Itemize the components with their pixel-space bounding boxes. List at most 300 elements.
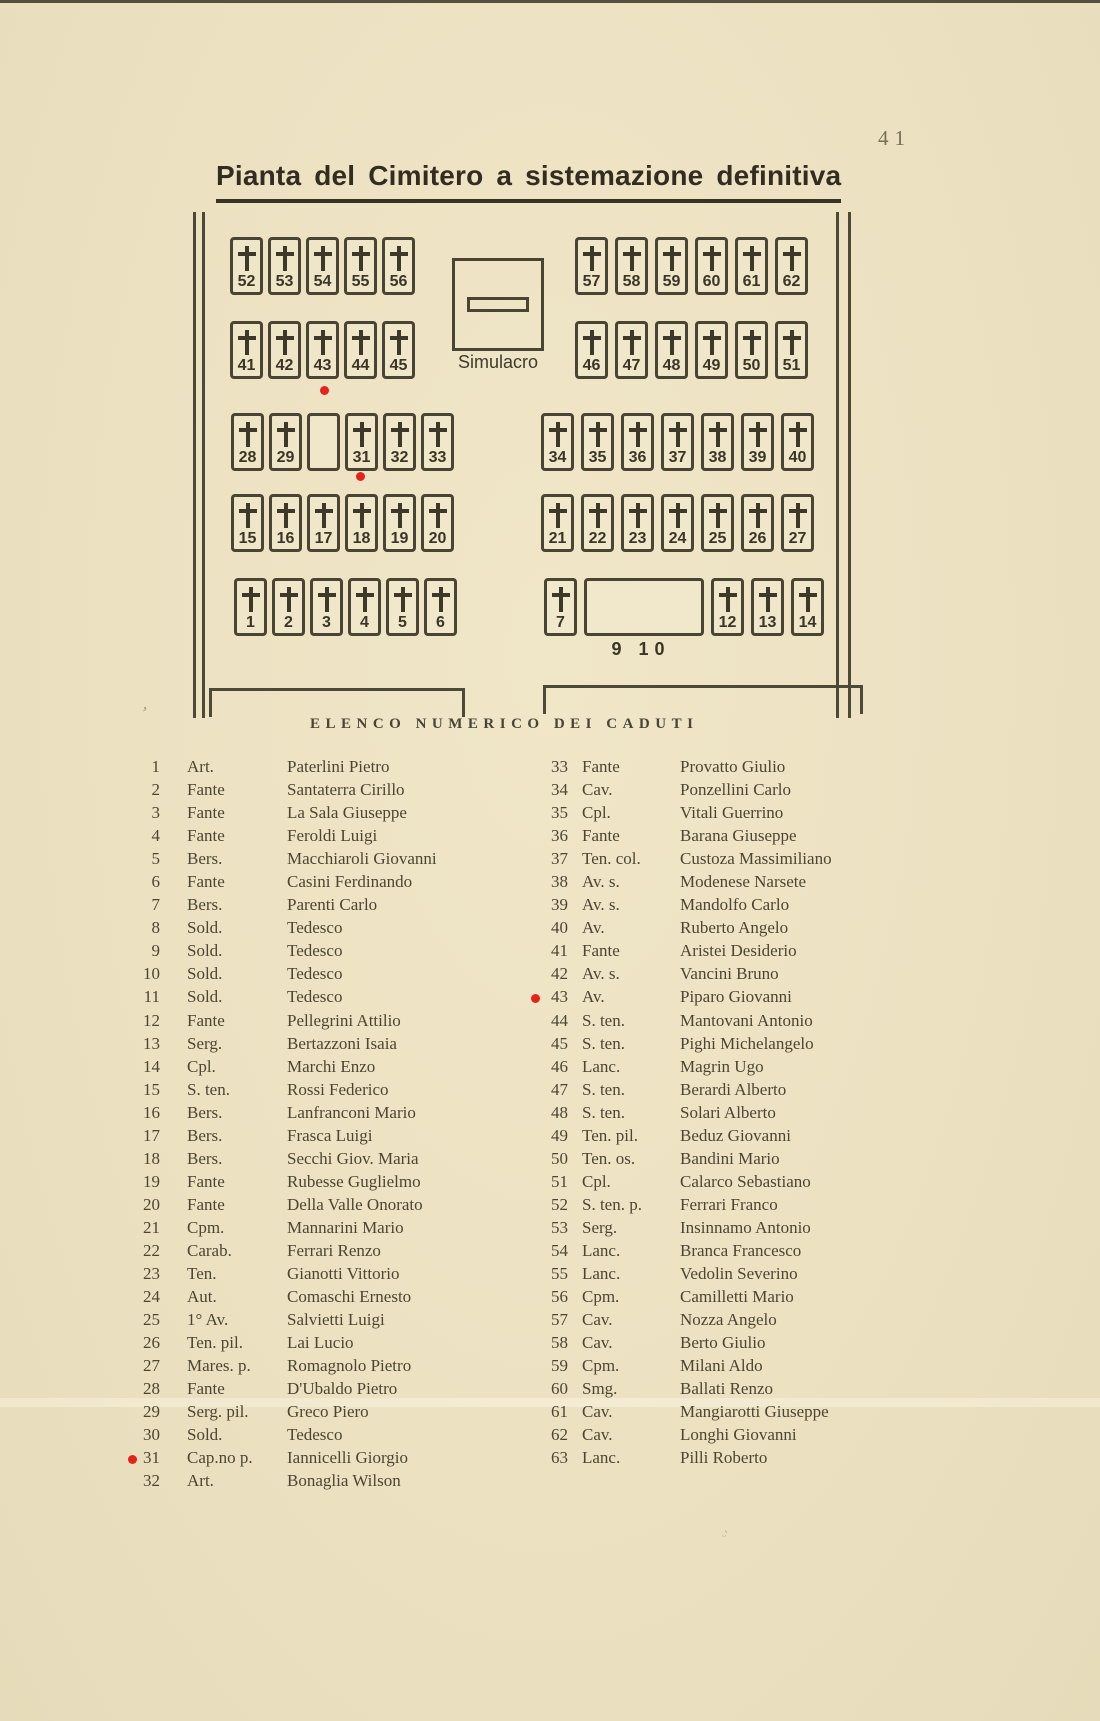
list-row — [118, 895, 548, 918]
cross-icon — [704, 503, 731, 529]
entry-rank: Cpl. — [187, 1056, 216, 1076]
entry-number: 28 — [143, 1379, 160, 1399]
list-row — [118, 1356, 548, 1379]
plot-number: 38 — [708, 449, 727, 466]
entry-number: 11 — [143, 987, 160, 1007]
cross-icon — [618, 330, 645, 356]
grave-plot — [306, 237, 339, 295]
list-row — [118, 780, 548, 803]
cross-icon — [658, 246, 685, 272]
list-row — [518, 1402, 978, 1425]
list-row — [118, 757, 548, 780]
entry-rank: Fante — [187, 1010, 225, 1030]
diagram-border-right-inner — [836, 212, 839, 718]
entry-name: Berardi Alberto — [680, 1079, 787, 1099]
grave-plot — [791, 578, 824, 636]
entry-name: Vitali Guerrino — [680, 803, 784, 823]
entry-name: Ferrari Renzo — [287, 1240, 381, 1260]
entry-name: Aristei Desiderio — [680, 941, 797, 961]
entry-rank: Bers. — [187, 849, 223, 869]
grave-plot — [655, 237, 688, 295]
plot-number: 4 — [360, 614, 369, 631]
entry-number: 59 — [551, 1356, 568, 1376]
plot-number: 17 — [314, 530, 333, 547]
entry-name: Feroldi Luigi — [287, 826, 378, 846]
plot-number: 40 — [788, 449, 807, 466]
page-number: 41 — [878, 126, 911, 150]
entry-number: 21 — [143, 1217, 160, 1237]
entry-number: 40 — [551, 918, 568, 938]
cross-icon — [738, 330, 765, 356]
plot-number: 15 — [238, 530, 257, 547]
entry-number: 4 — [151, 826, 160, 846]
list-row — [118, 849, 548, 872]
plot-number: 45 — [389, 357, 408, 374]
list-row — [118, 1034, 548, 1057]
entry-name: Longhi Giovanni — [680, 1425, 797, 1445]
list-heading: ELENCO NUMERICO DEI CADUTI — [310, 716, 699, 732]
cross-icon — [309, 246, 336, 272]
list-row — [118, 1448, 548, 1471]
plot-number: 54 — [313, 273, 332, 290]
margin-mark: , — [142, 692, 151, 714]
plot-number: 24 — [668, 530, 687, 547]
entry-number: 6 — [151, 872, 160, 892]
list-row — [118, 1264, 548, 1287]
grave-plot — [701, 494, 734, 552]
list-row — [518, 1011, 978, 1034]
list-row — [518, 918, 978, 941]
entry-number: 2 — [151, 780, 160, 800]
entry-name: Ballati Renzo — [680, 1379, 774, 1399]
entry-number: 7 — [151, 895, 160, 915]
grave-plot — [575, 237, 608, 295]
entry-name: Romagnolo Pietro — [287, 1356, 412, 1376]
grave-plot — [383, 494, 416, 552]
plot-number: 47 — [622, 357, 641, 374]
entry-name: Rossi Federico — [287, 1079, 389, 1099]
cross-icon — [233, 246, 260, 272]
cross-icon — [348, 422, 375, 448]
plot-number: 58 — [622, 273, 641, 290]
grave-plot — [421, 494, 454, 552]
plot-number: 29 — [276, 449, 295, 466]
entry-number: 60 — [551, 1379, 568, 1399]
list-row — [118, 1103, 548, 1126]
cross-icon — [347, 246, 374, 272]
list-row — [518, 1287, 978, 1310]
plot-number: 26 — [748, 530, 767, 547]
plot-number: 59 — [662, 273, 681, 290]
entry-rank: Fante — [187, 1171, 225, 1191]
entry-number: 49 — [551, 1125, 568, 1145]
entry-number: 16 — [143, 1102, 160, 1122]
entry-name: Iannicelli Giorgio — [287, 1448, 409, 1468]
entry-number: 23 — [143, 1264, 160, 1284]
entry-rank: Fante — [582, 757, 620, 776]
cross-icon — [618, 246, 645, 272]
plot-row-34-40 — [541, 413, 814, 471]
list-row — [118, 1149, 548, 1172]
entry-number: 36 — [551, 826, 568, 846]
grave-plot — [735, 321, 768, 379]
plot-row-1-6 — [234, 578, 457, 636]
entry-rank: Fante — [187, 1194, 225, 1214]
entrance-step-right — [543, 685, 863, 714]
entry-number: 26 — [143, 1333, 160, 1353]
cross-icon — [272, 422, 299, 448]
list-row — [518, 1034, 978, 1057]
entry-rank: Cav. — [582, 1425, 613, 1445]
list-row — [518, 803, 978, 826]
entry-number: 51 — [551, 1171, 568, 1191]
cross-icon — [624, 422, 651, 448]
entry-number: 47 — [551, 1079, 568, 1099]
entry-name: Casini Ferdinando — [287, 872, 413, 892]
entry-rank: S. ten. — [582, 1079, 625, 1099]
list-row — [118, 1172, 548, 1195]
list-row — [518, 1103, 978, 1126]
list-row — [518, 1241, 978, 1264]
entry-name: Insinnamo Antonio — [680, 1217, 811, 1237]
plot-number: 6 — [436, 614, 445, 631]
entry-rank: 1° Av. — [187, 1310, 229, 1330]
entry-name: Provatto Giulio — [680, 757, 786, 776]
grave-plot — [382, 321, 415, 379]
entry-name: Piparo Giovanni — [680, 987, 792, 1007]
entry-rank: Art. — [187, 757, 214, 776]
list-row — [118, 941, 548, 964]
entry-number: 15 — [143, 1079, 160, 1099]
grave-plot — [307, 413, 340, 471]
plot-number: 44 — [351, 357, 370, 374]
entry-rank: Av. s. — [582, 872, 620, 892]
entry-number: 45 — [551, 1033, 568, 1053]
entry-name: Beduz Giovanni — [680, 1125, 791, 1145]
grave-plot — [661, 494, 694, 552]
entry-number: 61 — [551, 1402, 568, 1422]
cross-icon — [310, 503, 337, 529]
entry-rank: Ten. os. — [582, 1148, 636, 1168]
cross-icon — [313, 587, 340, 613]
entry-name: Pellegrini Attilio — [287, 1010, 401, 1030]
entry-rank: Cav. — [582, 1310, 613, 1330]
entry-rank: Cav. — [582, 780, 613, 800]
entry-number: 20 — [143, 1194, 160, 1214]
entry-number: 38 — [551, 872, 568, 892]
grave-plot — [544, 578, 577, 636]
entry-rank: Fante — [187, 803, 225, 823]
plot-number: 36 — [628, 449, 647, 466]
entry-name: Nozza Angelo — [680, 1310, 777, 1330]
entry-number: 8 — [151, 918, 160, 938]
entry-rank: S. ten. — [582, 1033, 625, 1053]
entry-name: Modenese Narsete — [680, 872, 807, 892]
entry-rank: Cav. — [582, 1402, 613, 1422]
grave-plot — [621, 413, 654, 471]
entry-name: Calarco Sebastiano — [680, 1171, 811, 1191]
diagram-border-right-outer — [848, 212, 851, 718]
list-row — [518, 895, 978, 918]
entry-rank: Serg. pil. — [187, 1402, 249, 1422]
cross-icon — [744, 503, 771, 529]
entry-name: Bertazzoni Isaia — [287, 1033, 397, 1053]
plot-number: 27 — [788, 530, 807, 547]
grave-plot — [541, 413, 574, 471]
entry-rank: Sold. — [187, 1425, 223, 1445]
entry-number: 31 — [143, 1448, 160, 1468]
entry-number: 30 — [143, 1425, 160, 1445]
cross-icon — [544, 503, 571, 529]
plot-number: 7 — [556, 614, 565, 631]
cross-icon — [386, 503, 413, 529]
entry-number: 37 — [551, 849, 568, 869]
entry-rank: Carab. — [187, 1240, 232, 1260]
cross-icon — [271, 330, 298, 356]
entry-name: Parenti Carlo — [287, 895, 378, 915]
plot-number: 19 — [390, 530, 409, 547]
entry-rank: S. ten. — [187, 1079, 230, 1099]
entry-rank: Fante — [187, 872, 225, 892]
entry-name: D'Ubaldo Pietro — [287, 1379, 398, 1399]
entry-name: Greco Piero — [287, 1402, 369, 1422]
entry-rank: Fante — [187, 1379, 225, 1399]
entry-name: Lai Lucio — [287, 1333, 354, 1353]
entry-number: 42 — [551, 964, 568, 984]
grave-plot — [230, 321, 263, 379]
plot-number: 37 — [668, 449, 687, 466]
grave-plot — [383, 413, 416, 471]
plot-number: 14 — [798, 614, 817, 631]
entry-rank: Ten. — [187, 1264, 217, 1284]
plot-number: 23 — [628, 530, 647, 547]
list-row — [518, 757, 978, 780]
grave-plot — [661, 413, 694, 471]
cross-icon — [385, 330, 412, 356]
cross-icon — [424, 422, 451, 448]
entry-rank: Av. — [582, 918, 605, 938]
red-dot-marker — [531, 994, 540, 1003]
entry-rank: Bers. — [187, 1102, 223, 1122]
entry-name: Barana Giuseppe — [680, 826, 797, 846]
cross-icon — [738, 246, 765, 272]
grave-plot — [307, 494, 340, 552]
plot-number: 2 — [284, 614, 293, 631]
cross-icon — [784, 503, 811, 529]
entry-rank: S. ten. — [582, 1102, 625, 1122]
plot-number: 43 — [313, 357, 332, 374]
grave-plot — [386, 578, 419, 636]
entry-name: Marchi Enzo — [287, 1056, 376, 1076]
entry-rank: Sold. — [187, 987, 223, 1007]
plot-row-15-20 — [231, 494, 454, 552]
grave-plot — [655, 321, 688, 379]
grave-plot — [541, 494, 574, 552]
cross-icon — [386, 422, 413, 448]
entry-name: Mangiarotti Giuseppe — [680, 1402, 829, 1422]
entry-name: Rubesse Guglielmo — [287, 1171, 421, 1191]
entry-name: Tedesco — [287, 987, 343, 1007]
plot-number: 25 — [708, 530, 727, 547]
grave-plot — [345, 494, 378, 552]
grave-plot — [272, 578, 305, 636]
entry-rank: S. ten. — [582, 1010, 625, 1030]
list-row — [118, 1241, 548, 1264]
entry-name: Mantovani Antonio — [680, 1010, 813, 1030]
plot-number: 42 — [275, 357, 294, 374]
plot-number: 57 — [582, 273, 601, 290]
list-row — [518, 872, 978, 895]
plot-row-7-14 — [544, 578, 824, 636]
grave-plot — [741, 494, 774, 552]
entry-rank: Aut. — [187, 1287, 217, 1307]
cross-icon — [309, 330, 336, 356]
plot-number: 60 — [702, 273, 721, 290]
plot-number: 3 — [322, 614, 331, 631]
cross-icon — [275, 587, 302, 613]
cross-icon — [754, 587, 781, 613]
list-row — [118, 1195, 548, 1218]
grave-plot — [231, 413, 264, 471]
entry-name: Pilli Roberto — [680, 1448, 768, 1468]
list-row — [518, 1172, 978, 1195]
plot-number: 41 — [237, 357, 256, 374]
cross-icon — [698, 330, 725, 356]
entry-name: Vancini Bruno — [680, 964, 779, 984]
grave-plot — [584, 578, 704, 636]
entry-rank: Av. s. — [582, 895, 620, 915]
entry-rank: Lanc. — [582, 1240, 621, 1260]
list-row — [118, 1471, 548, 1494]
grave-plot — [230, 237, 263, 295]
entry-number: 56 — [551, 1287, 568, 1307]
entry-number: 35 — [551, 803, 568, 823]
entry-name: Tedesco — [287, 918, 343, 938]
entry-name: Tedesco — [287, 964, 343, 984]
grave-plot — [344, 321, 377, 379]
cross-icon — [427, 587, 454, 613]
entry-rank: Cpm. — [582, 1356, 620, 1376]
cross-icon — [347, 330, 374, 356]
ink-smudge: ᵕ͛ — [722, 1530, 730, 1545]
entry-name: Bandini Mario — [680, 1148, 780, 1168]
plot-number: 48 — [662, 357, 681, 374]
grave-plot — [269, 413, 302, 471]
entry-rank: Lanc. — [582, 1448, 621, 1468]
cross-icon — [234, 422, 261, 448]
plot-number: 13 — [758, 614, 777, 631]
entrance-step-left — [209, 688, 465, 717]
list-row — [518, 1448, 978, 1471]
list-row — [118, 1218, 548, 1241]
entry-number: 44 — [551, 1010, 568, 1030]
grave-plot — [615, 237, 648, 295]
entry-number: 3 — [151, 803, 160, 823]
simulacro-label: Simulacro — [457, 352, 539, 372]
entry-name: Comaschi Ernesto — [287, 1287, 412, 1307]
cross-icon — [578, 330, 605, 356]
cross-icon — [272, 503, 299, 529]
plot-number: 49 — [702, 357, 721, 374]
entry-name: Frasca Luigi — [287, 1125, 373, 1145]
plot-row-21-27 — [541, 494, 814, 552]
plot-number: 31 — [352, 449, 371, 466]
cross-icon — [584, 422, 611, 448]
entry-name: Tedesco — [287, 941, 343, 961]
cross-icon — [704, 422, 731, 448]
cross-icon — [234, 503, 261, 529]
entry-number: 18 — [143, 1148, 160, 1168]
entry-number: 32 — [143, 1471, 160, 1491]
plot-number: 35 — [588, 449, 607, 466]
entry-number: 41 — [551, 941, 568, 961]
list-row — [118, 1080, 548, 1103]
grave-plot — [424, 578, 457, 636]
plot-number: 56 — [389, 273, 408, 290]
entry-name: Vedolin Severino — [680, 1264, 798, 1284]
cross-icon — [778, 330, 805, 356]
entry-rank: Bers. — [187, 1148, 223, 1168]
grave-plot — [575, 321, 608, 379]
grave-plot — [231, 494, 264, 552]
list-row — [518, 1149, 978, 1172]
simulacro-slot — [467, 297, 529, 312]
plot-number: 46 — [582, 357, 601, 374]
entry-rank: Av. — [582, 987, 605, 1007]
plot-number: 21 — [548, 530, 567, 547]
list-row — [518, 1356, 978, 1379]
list-row — [518, 1310, 978, 1333]
grave-plot — [344, 237, 377, 295]
cross-icon — [385, 246, 412, 272]
entry-rank: Ten. pil. — [582, 1125, 638, 1145]
grave-plot — [382, 237, 415, 295]
list-row — [518, 941, 978, 964]
list-row — [518, 1195, 978, 1218]
plot-number: 18 — [352, 530, 371, 547]
plot-row-57-62 — [575, 237, 808, 295]
grave-plot — [781, 494, 814, 552]
plot-number: 32 — [390, 449, 409, 466]
cross-icon — [544, 422, 571, 448]
plot-number: 50 — [742, 357, 761, 374]
grave-plot — [735, 237, 768, 295]
list-row — [518, 1057, 978, 1080]
entry-number: 9 — [151, 941, 160, 961]
entry-rank: Lanc. — [582, 1264, 621, 1284]
list-row — [518, 1218, 978, 1241]
list-row — [518, 1080, 978, 1103]
list-row — [118, 1402, 548, 1425]
entry-name: Bonaglia Wilson — [287, 1471, 401, 1491]
cross-icon — [578, 246, 605, 272]
grave-plot — [306, 321, 339, 379]
list-row — [118, 803, 548, 826]
grave-plot — [581, 413, 614, 471]
grave-plot — [421, 413, 454, 471]
list-row — [118, 872, 548, 895]
plot-number: 22 — [588, 530, 607, 547]
entry-rank: Cap.no p. — [187, 1448, 253, 1468]
plot-number: 51 — [782, 357, 801, 374]
red-dot-plot-31 — [356, 472, 365, 481]
scan-edge-artifact — [0, 0, 1100, 3]
plot-number: 52 — [237, 273, 256, 290]
entry-number: 19 — [143, 1171, 160, 1191]
label-plots-9-10: 9 10 — [611, 639, 671, 659]
list-row — [118, 1057, 548, 1080]
list-row — [518, 849, 978, 872]
